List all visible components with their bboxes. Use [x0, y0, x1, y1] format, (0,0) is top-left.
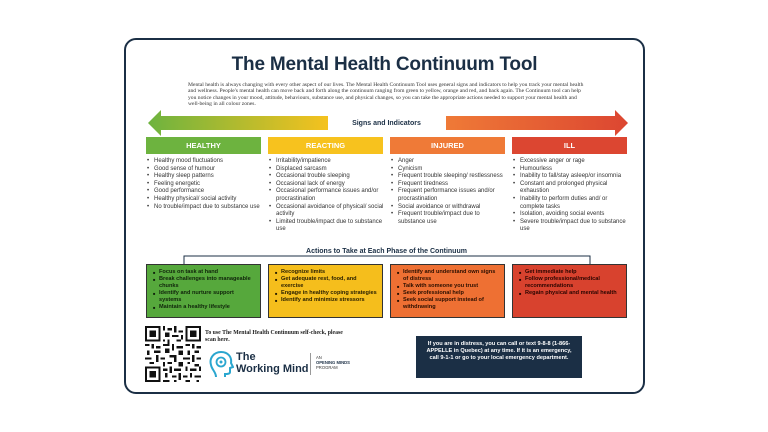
actions-box-injured: [390, 264, 505, 318]
action-item: ■ Maintain a healthy lifestyle: [153, 304, 255, 311]
action-item: ■ Follow professional/medical recommendations: [519, 276, 621, 290]
logo-divider: [310, 353, 311, 375]
actions-box-healthy: [146, 264, 261, 318]
distress-help-box: If you are in distress, you can call or text 9-8-8 (1-866-APPELLE in Quebec) at any time. If it is an emergency, call 9-1-1 or go to your local emergency department.: [416, 336, 582, 378]
phase-header-ill: ILL: [512, 137, 627, 154]
phase-header-reacting: REACTING: [268, 137, 383, 154]
sign-item: • Irritability/impatience: [268, 158, 386, 166]
scan-instructions: To use The Mental Health Continuum self-check, please scan here.: [205, 330, 343, 343]
logo-line-1: The: [236, 351, 256, 363]
action-item: ■ Focus on task at hand: [153, 269, 255, 276]
logo-subtitle: [316, 355, 361, 370]
action-item: ■ Engage in healthy coping strategies: [275, 290, 377, 297]
sign-item: • Frequent tiredness: [390, 181, 508, 189]
sign-item: • Social avoidance or withdrawal: [390, 204, 508, 212]
phase-header-injured: INJURED: [390, 137, 505, 154]
sign-item: • Constant and prolonged physical exhaustion: [512, 181, 630, 196]
action-item: ■ Recognize limits: [275, 269, 377, 276]
sign-item: • Cynicism: [390, 166, 508, 174]
logo-sub-prefix: AN: [316, 355, 322, 360]
sign-item: • Occasional lack of energy: [268, 181, 386, 189]
sign-item: • Anger: [390, 158, 508, 166]
sign-item: • Frequent trouble/impact due to substance use: [390, 211, 508, 226]
sign-item: • Good performance: [146, 188, 264, 196]
sign-item: • Inability to fall/stay asleep/or insomnia: [512, 173, 630, 181]
sign-item: • Healthy physical/ social activity: [146, 196, 264, 204]
sign-item: • Inability to perform duties and/ or complete tasks: [512, 196, 630, 211]
signs-list-injured: [390, 158, 508, 226]
page-title: The Mental Health Continuum Tool: [231, 54, 538, 75]
action-item: ■ Seek professional help: [397, 290, 499, 297]
sign-item: • No trouble/impact due to substance use: [146, 204, 264, 212]
sign-item: • Isolation, avoiding social events: [512, 211, 630, 219]
signs-list-healthy: [146, 158, 264, 211]
actions-label: [126, 248, 647, 255]
action-item: ■ Get adequate rest, food, and exercise: [275, 276, 377, 290]
logo-line-2: Working Mind: [236, 363, 309, 375]
action-item: ■ Identify and minimize stressors: [275, 297, 377, 304]
sign-item: • Occasional avoidance of physical/ social activity: [268, 204, 386, 219]
sign-item: • Frequent performance issues and/or procrastination: [390, 188, 508, 203]
sign-item: • Occasional trouble sleeping: [268, 173, 386, 181]
actions-box-ill: [512, 264, 627, 318]
action-item: ■ Regain physical and mental health: [519, 290, 621, 297]
sign-item: • Healthy sleep patterns: [146, 173, 264, 181]
sign-item: • Good sense of humour: [146, 166, 264, 174]
signs-list-reacting: [268, 158, 386, 234]
action-item: ■ Get immediate help: [519, 269, 621, 276]
sign-item: • Humourless: [512, 166, 630, 174]
phase-header-healthy: HEALTHY: [146, 137, 261, 154]
head-profile-logo-icon: [206, 350, 234, 378]
signs-list-ill: [512, 158, 630, 234]
action-item: ■ Seek social support instead of withdrawing: [397, 297, 499, 311]
action-item: ■ Identify and understand own signs of distress: [397, 269, 499, 283]
sign-item: • Frequent trouble sleeping/ restlessness: [390, 173, 508, 181]
action-item: ■ Talk with someone you trust: [397, 283, 499, 290]
logo-wordmark: [236, 351, 309, 375]
sign-item: • Healthy mood fluctuations: [146, 158, 264, 166]
continuum-card: [124, 38, 645, 394]
actions-label-text: Actions to Take at Each Phase of the Continuum: [302, 248, 471, 255]
sign-item: • Severe trouble/impact due to substance use: [512, 219, 630, 234]
actions-box-reacting: [268, 264, 383, 318]
sign-item: • Occasional performance issues and/or procrastination: [268, 188, 386, 203]
action-item: ■ Break challenges into manageable chunks: [153, 276, 255, 290]
sign-item: • Displaced sarcasm: [268, 166, 386, 174]
sign-item: • Feeling energetic: [146, 181, 264, 189]
logo-sub-brand: OPENING MINDS: [316, 360, 350, 365]
sign-item: • Limited trouble/impact due to substance use: [268, 219, 386, 234]
logo-sub-suffix: PROGRAM: [316, 365, 338, 370]
sign-item: • Excessive anger or rage: [512, 158, 630, 166]
action-item: ■ Identify and nurture support systems: [153, 290, 255, 304]
intro-paragraph: Mental health is always changing with every other aspect of our lives. The Mental Health Continuum Tool uses general signs and indicators to help you track your mental health and wellness. People's mental health can move back and forth along the continuum ranging from green to yellow, orange and red, and back again. The Continuum tool can help you notice changes in your mood, attitude, behaviours, substance use, and physical changes, so you can take the appropriate actions needed to support your mental health and well-being in all colour zones.: [188, 82, 584, 108]
signs-indicators-label: Signs and Indicators: [352, 120, 421, 127]
qr-code[interactable]: [145, 326, 201, 382]
